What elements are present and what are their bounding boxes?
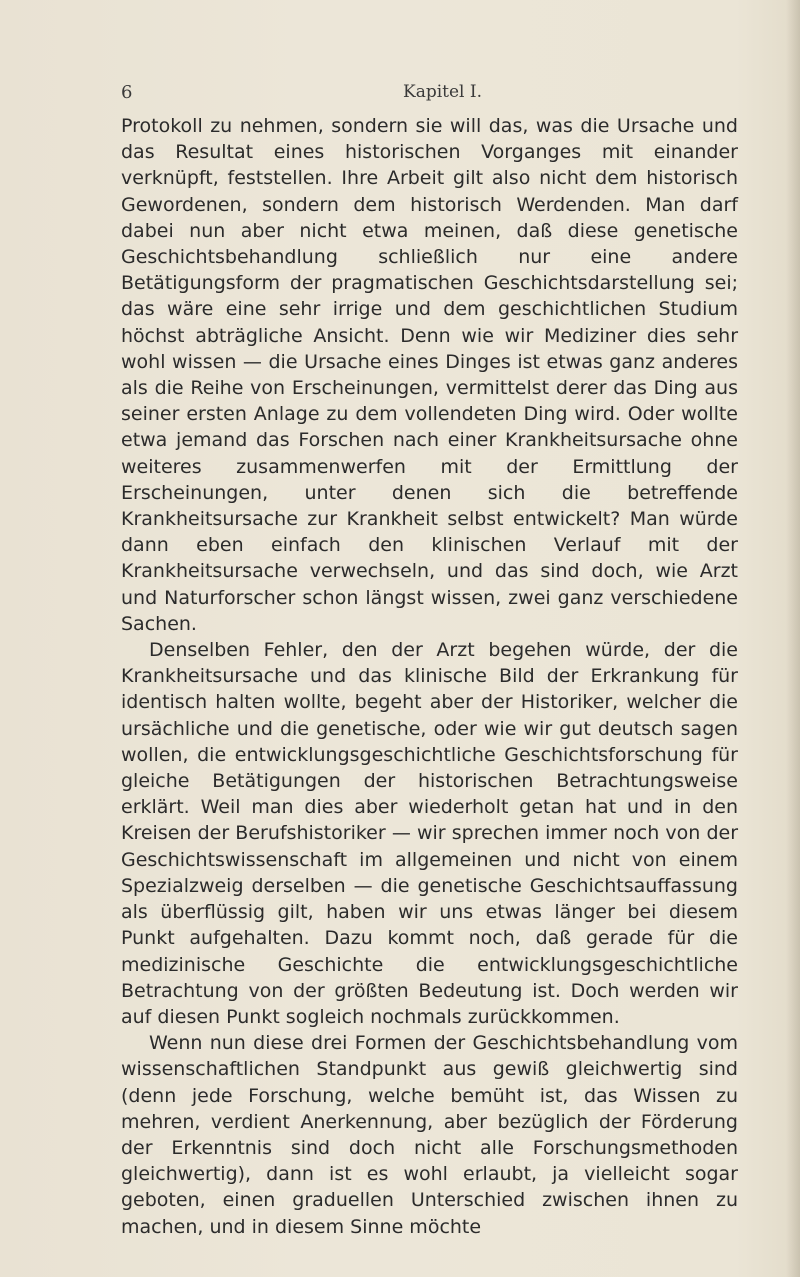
- body-text: [121, 113, 738, 1240]
- page-header: [0, 82, 800, 108]
- page-edge-shadow: [786, 0, 800, 1277]
- page-number: 6: [121, 82, 133, 103]
- running-head-chapter: Kapitel I.: [403, 82, 483, 102]
- paragraph-1: Protokoll zu nehmen, sondern sie will das, was die Ursache und das Resultat eines historischen Vorganges mit einander verknüpft, feststellen. Ihre Arbeit gilt also nicht dem historisch Gewordenen, sondern dem historisch Werdenden. Man darf dabei nun aber nicht etwa meinen, daß diese genetische Geschichtsbehandlung schließlich nur eine andere Betätigungsform der pragmatischen Geschichtsdarstellung sei; das wäre eine sehr irrige und dem geschichtlichen Studium höchst abträgliche Ansicht. Denn wie wir Mediziner dies sehr wohl wissen — die Ursache eines Dinges ist etwas ganz anderes als die Reihe von Erscheinungen, vermittelst derer das Ding aus seiner ersten Anlage zu dem vollendeten Ding wird. Oder wollte etwa jemand das Forschen nach einer Krankheitsursache ohne weiteres zusammenwerfen mit der Ermittlung der Erscheinungen, unter denen sich die betreffende Krankheitsursache zur Krankheit selbst entwickelt? Man würde dann eben einfach den klinischen Verlauf mit der Krankheitsursache verwechseln, und das sind doch, wie Arzt und Naturforscher schon längst wissen, zwei ganz verschiedene Sachen.: [121, 115, 738, 635]
- paragraph-2: Denselben Fehler, den der Arzt begehen würde, der die Krankheitsursache und das klinische Bild der Erkrankung für identisch halten wollte, begeht aber der Historiker, welcher die ursächliche und die genetische, oder wie wir gut deutsch sagen wollen, die entwicklungsgeschichtliche Geschichtsforschung für gleiche Betätigungen der historischen Betrachtungsweise erklärt. Weil man dies aber wiederholt getan hat und in den Kreisen der Berufshistoriker — wir sprechen immer noch von der Geschichtswissenschaft im allgemeinen und nicht von einem Spezialzweig derselben — die genetische Geschichtsauffassung als überflüssig gilt, haben wir uns etwas länger bei diesem Punkt aufgehalten. Dazu kommt noch, daß gerade für die medizinische Geschichte die entwicklungsgeschichtliche Betrachtung von der größten Bedeutung ist. Doch werden wir auf diesen Punkt sogleich nochmals zurückkommen.: [121, 639, 738, 1028]
- paragraph-3: Wenn nun diese drei Formen der Geschichtsbehandlung vom wissenschaftlichen Standpunkt aus gewiß gleichwertig sind (denn jede Forschung, welche bemüht ist, das Wissen zu mehren, verdient Anerkennung, aber bezüglich der Förderung der Erkenntnis sind doch nicht alle Forschungsmethoden gleichwertig), dann ist es wohl erlaubt, ja vielleicht sogar geboten, einen graduellen Unterschied zwischen ihnen zu machen, und in diesem Sinne möchte: [121, 1032, 738, 1238]
